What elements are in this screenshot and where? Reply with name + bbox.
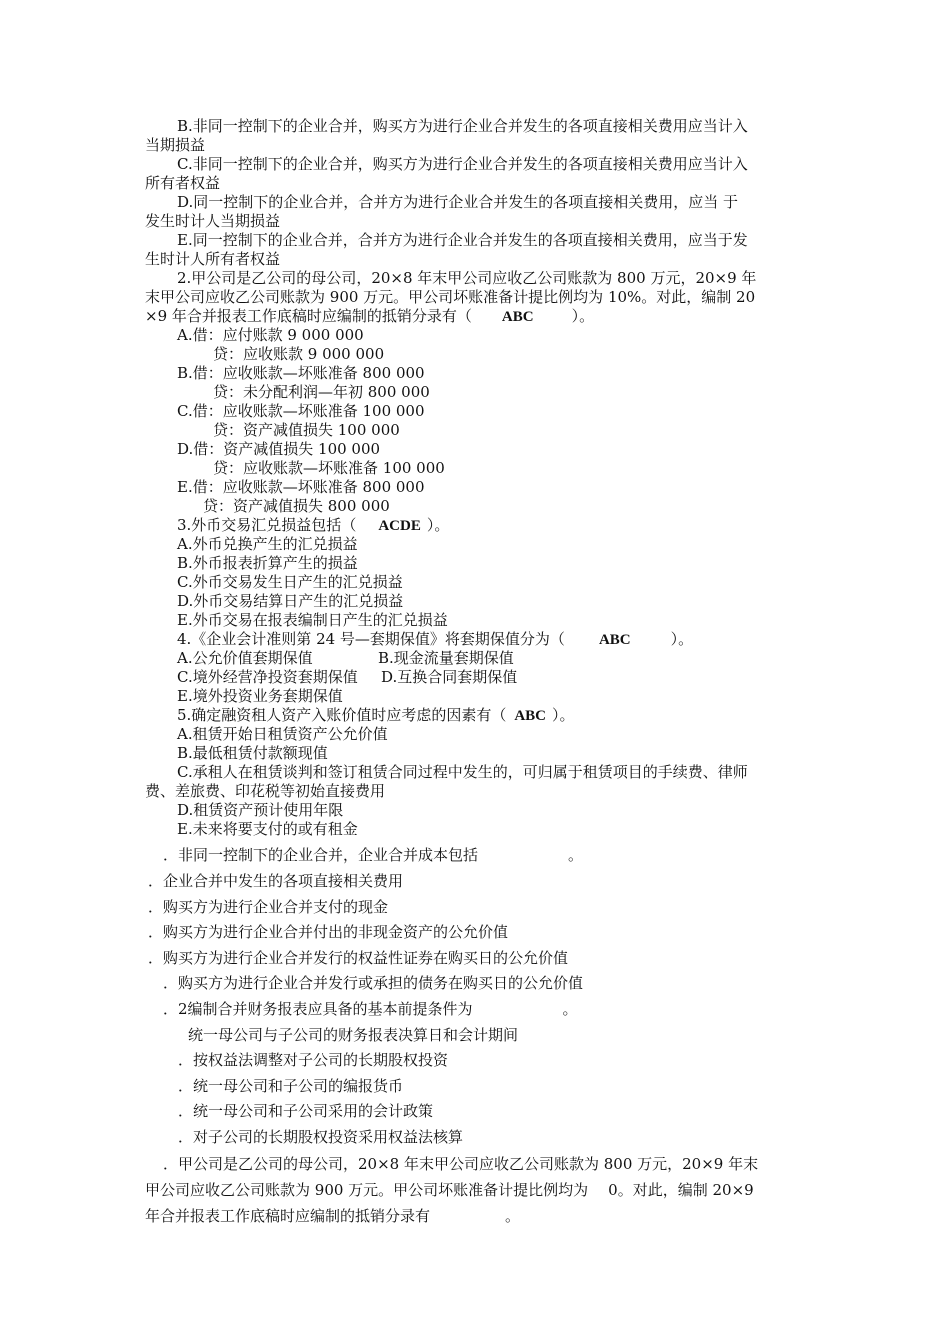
- q4-stem-text: 4.《企业会计准则第 24 号—套期保值》将套期保值分为（: [177, 630, 565, 648]
- q3-answer: ACDE: [378, 518, 421, 534]
- q4-option-d: D.互换合同套期保值: [381, 668, 518, 686]
- q2-option-d-debit: D.借：资产减值损失 100 000: [177, 440, 381, 458]
- q4-answer: ABC: [598, 632, 631, 648]
- q5-option-a: A.租赁开始日租赁资产公允价值: [177, 725, 388, 743]
- q5-option-e: E.未来将要支付的或有租金: [177, 820, 358, 838]
- option-e-line1: E.同一控制下的企业合并，合并方为进行企业合并发生的各项直接相关费用，应当于发: [177, 231, 748, 249]
- q4-option-c: C.境外经营净投资套期保值: [177, 668, 358, 686]
- q4-option-e: E.境外投资业务套期保值: [177, 687, 343, 705]
- qc-stem-line3-text: 年合并报表工作底稿时应编制的抵销分录有: [145, 1207, 431, 1225]
- qc-stem-line3-end: 。: [505, 1207, 521, 1225]
- q4-stem: [177, 630, 693, 650]
- q5-option-c-line2: 费、差旅费、印花税等初始直接费用: [145, 782, 386, 800]
- qa-stem-text: ．非同一控制下的企业合并，企业合并成本包括: [163, 846, 479, 864]
- qc-stem-line3: [145, 1207, 520, 1226]
- q4-stem-end: ）。: [670, 630, 694, 648]
- option-c-line2: 所有者权益: [145, 174, 221, 192]
- qc-stem-line1: ．甲公司是乙公司的母公司，20×8 年末甲公司应收乙公司账款为 800 万元，20×9 年末: [163, 1155, 759, 1173]
- q2-option-a-debit: A.借：应付账款 9 000 000: [177, 326, 364, 344]
- qb-option-3: ．统一母公司和子公司的编报货币: [178, 1077, 404, 1095]
- qc-stem-line2-text: 甲公司应收乙公司账款为 900 万元。甲公司坏账准备计提比例均为: [145, 1181, 589, 1199]
- q2-option-a-credit: 贷：应收账款 9 000 000: [213, 345, 385, 363]
- qa-option-1: ．企业合并中发生的各项直接相关费用: [148, 872, 404, 890]
- q3-option-b: B.外币报表折算产生的损益: [177, 554, 358, 572]
- q2-option-e-debit: E.借：应收账款—坏账准备 800 000: [177, 478, 425, 496]
- qb-stem: [163, 1000, 578, 1019]
- q2-option-b-debit: B.借：应收账款—坏账准备 800 000: [177, 364, 425, 382]
- q3-stem: [177, 516, 449, 536]
- option-c-line1: C.非同一控制下的企业合并，购买方为进行企业合并发生的各项直接相关费用应当计入: [177, 155, 748, 173]
- qc-stem-line2-tail: 0。对此，编制 20×9: [608, 1181, 754, 1199]
- q2-answer: ABC: [501, 309, 534, 325]
- q2-stem-end: ）。: [571, 307, 595, 325]
- q4-option-a: A.公允价值套期保值: [177, 649, 313, 667]
- qb-option-1: 统一母公司与子公司的财务报表决算日和会计期间: [188, 1026, 519, 1044]
- qa-option-3: ．购买方为进行企业合并付出的非现金资产的公允价值: [148, 923, 509, 941]
- option-d-line1: D.同一控制下的企业合并，合并方为进行企业合并发生的各项直接相关费用，应当 于: [177, 193, 739, 211]
- q2-option-d-credit: 贷：应收账款—坏账准备 100 000: [213, 459, 445, 477]
- q2-stem-line1: 2.甲公司是乙公司的母公司，20×8 年末甲公司应收乙公司账款为 800 万元，20×9 年: [177, 269, 757, 287]
- qb-option-5: ．对子公司的长期股权投资采用权益法核算: [178, 1128, 464, 1146]
- q4-option-b: B.现金流量套期保值: [378, 649, 514, 667]
- q2-stem-text: ×9 年合并报表工作底稿时应编制的抵销分录有（: [145, 307, 472, 325]
- qa-stem-end: 。: [568, 846, 584, 864]
- q2-option-c-credit: 贷：资产减值损失 100 000: [213, 421, 400, 439]
- q2-stem-line3: [145, 307, 594, 327]
- option-b-line2: 当期损益: [145, 136, 206, 154]
- qb-option-4: ．统一母公司和子公司采用的会计政策: [178, 1102, 434, 1120]
- qa-option-4: ．购买方为进行企业合并发行的权益性证券在购买日的公允价值: [148, 949, 569, 967]
- q5-stem-end: ）。: [552, 706, 575, 724]
- q2-option-e-credit: 贷：资产减值损失 800 000: [203, 497, 390, 515]
- qa-option-2: ．购买方为进行企业合并支付的现金: [148, 898, 389, 916]
- q2-stem-line2: 末甲公司应收乙公司账款为 900 万元。甲公司坏账准备计提比例均为 10%。对此，编制 20: [145, 288, 756, 306]
- q5-option-d: D.租赁资产预计使用年限: [177, 801, 344, 819]
- q2-option-c-debit: C.借：应收账款—坏账准备 100 000: [177, 402, 425, 420]
- option-e-line2: 生时计人所有者权益: [145, 250, 281, 268]
- q5-option-b: B.最低租赁付款额现值: [177, 744, 328, 762]
- q3-option-d: D.外币交易结算日产生的汇兑损益: [177, 592, 404, 610]
- q3-stem-end: ）。: [426, 516, 450, 534]
- q5-stem: [177, 706, 575, 726]
- qc-stem-line2: [145, 1181, 754, 1200]
- q3-option-c: C.外币交易发生日产生的汇兑损益: [177, 573, 403, 591]
- option-d-line2: 发生时计人当期损益: [145, 212, 281, 230]
- qa-stem: [163, 846, 583, 865]
- q5-stem-text: 5.确定融资租人资产入账价值时应考虑的因素有（: [177, 706, 507, 724]
- qb-option-2: ．按权益法调整对子公司的长期股权投资: [178, 1051, 449, 1069]
- q5-answer: ABC: [514, 708, 546, 724]
- qb-stem-text: ．2编制合并财务报表应具备的基本前提条件为: [163, 1000, 473, 1018]
- q5-option-c-line1: C.承租人在租赁谈判和签订租赁合同过程中发生的，可归属于租赁项目的手续费、律师: [177, 763, 748, 781]
- qa-option-5: ．购买方为进行企业合并发行或承担的债务在购买日的公允价值: [163, 974, 584, 992]
- q3-option-e: E.外币交易在报表编制日产生的汇兑损益: [177, 611, 448, 629]
- q2-option-b-credit: 贷：未分配利润—年初 800 000: [213, 383, 430, 401]
- qb-stem-end: 。: [562, 1000, 578, 1018]
- q3-option-a: A.外币兑换产生的汇兑损益: [177, 535, 358, 553]
- q3-stem-text: 3.外币交易汇兑损益包括（: [177, 516, 357, 534]
- option-b-line1: B.非同一控制下的企业合并，购买方为进行企业合并发生的各项直接相关费用应当计入: [177, 117, 748, 135]
